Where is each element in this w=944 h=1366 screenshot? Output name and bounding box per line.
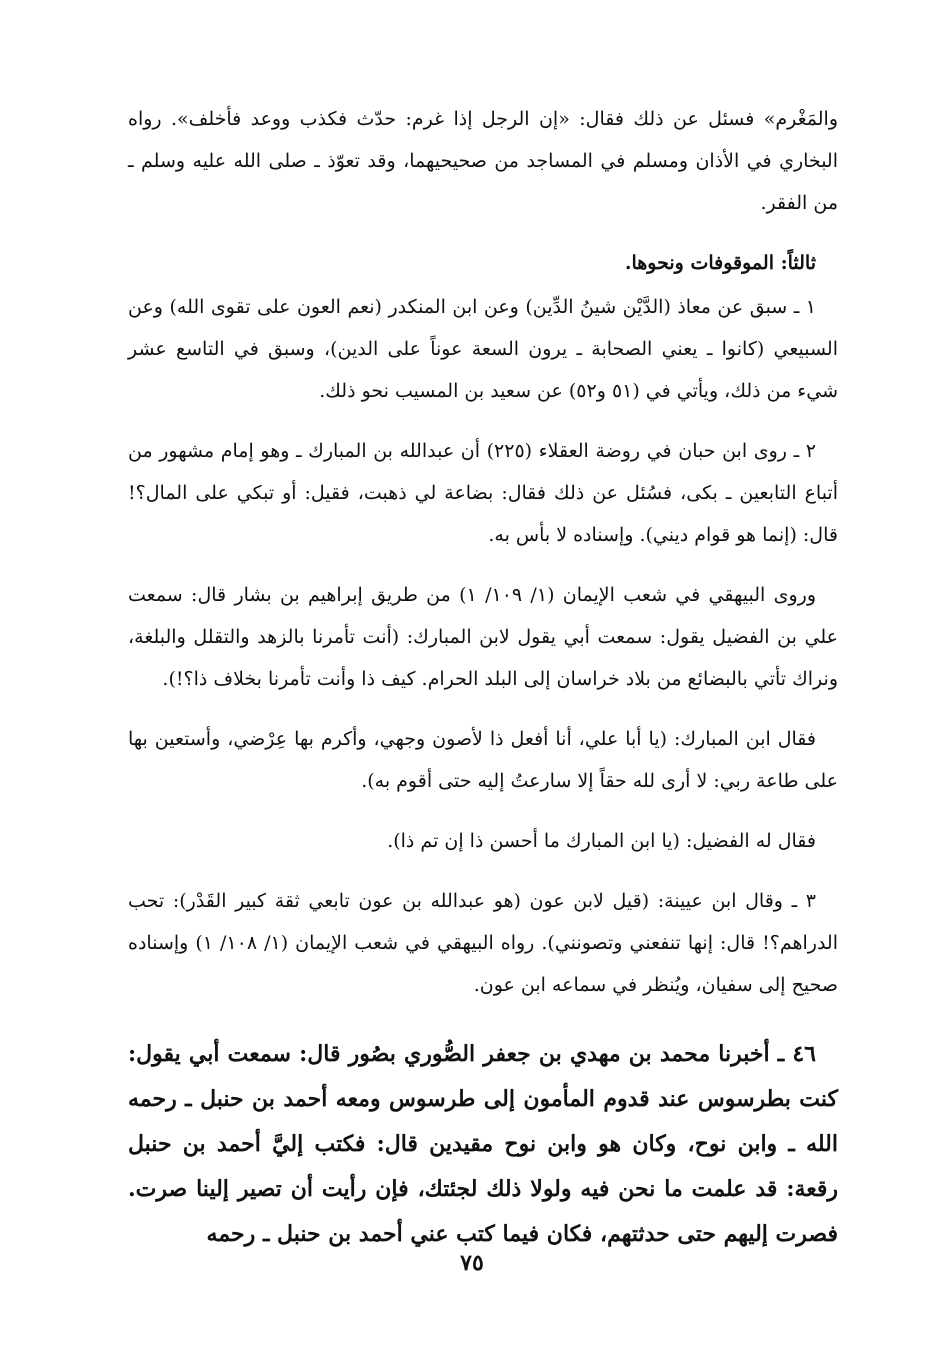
paragraph-continuation: والمَغْرم» فسئل عن ذلك فقال: «إن الرجل إذا غرم: حدّث فكذب ووعد فأخلف». رواه البخاري في الأذان ومسلم في المساجد من صحيحيهما، وقد تعوّذ ـ صلى الله عليه وسلم ـ من الفقر. (128, 108, 838, 214)
paragraph-item-1: ١ ـ سبق عن معاذ (الدَّيْن شينُ الدِّين) وعن ابن المنكدر (نعم العون على تقوى الله) وعن السبيعي (كانوا ـ يعني الصحابة ـ يرون السعة عوناً على الدين)، وسبق في التاسع عشر شيء من ذلك، ويأتي في (٥١ و٥٢) عن سعيد بن المسيب نحو ذلك. (128, 296, 838, 402)
paragraph-ibn-mubarak-reply: فقال ابن المبارك: (يا أبا علي، أنا أفعل ذا لأصون وجهي، وأكرم بها عِرْضي، وأستعين بها على طاعة ربي: لا أرى لله حقاً إلا سارعتُ إليه حتى أقوم به). (128, 728, 838, 792)
paragraph-fudayl-reply: فقال له الفضيل: (يا ابن المبارك ما أحسن ذا إن تم ذا). (387, 830, 816, 852)
paragraph-bayhaqi: وروى البيهقي في شعب الإيمان (١/ ١٠٩/ ١) من طريق إبراهيم بن بشار قال: سمعت علي بن الفضيل يقول: سمعت أبي يقول لابن المبارك: (أنت تأمرنا بالزهد والتقلل والبلغة، ونراك تأتي بالبضائع من بلاد خراسان إلى البلد الحرام. كيف ذا وأنت تأمرنا بخلاف ذا؟!). (128, 584, 838, 690)
paragraph-item-2: ٢ ـ روى ابن حبان في روضة العقلاء (٢٢٥) أن عبدالله بن المبارك ـ وهو إمام مشهور من أتباع التابعين ـ بكى، فسُئل عن ذلك فقال: بضاعة لي ذهبت، فقيل: أو تبكي على المال؟! قال: (إنما هو قوام ديني). وإسناده لا بأس به. (128, 440, 838, 546)
paragraph-item-3: ٣ ـ وقال ابن عيينة: (قيل لابن عون (هو عبدالله بن عون تابعي ثقة كبير القَدْر): تحب الدراهم؟! قال: إنها تنفعني وتصونني). رواه البيهقي في شعب الإيمان (١/ ١٠٨/ ١) وإسناده صحيح إلى سفيان، ويُنظر في سماعه ابن عون. (128, 890, 838, 996)
section-heading: ثالثاً: الموقوفات ونحوها. (624, 252, 816, 274)
page-number: ٧٥ (460, 1250, 484, 1276)
page-body (128, 98, 838, 1279)
hadith-text: ٤٦ ـ أخبرنا محمد بن مهدي بن جعفر الصُّوري بصُور قال: سمعت أبي يقول: كنت بطرسوس عند قدوم المأمون إلى طرسوس ومعه أحمد بن حنبل ـ رحمه الله ـ وابن نوح، وكان هو وابن نوح مقيدين قال: فكتب إليَّ أحمد بن حنبل رقعة: قد علمت ما نحن فيه ولولا ذلك لجئتك، فإن رأيت أن تصير إلينا صرت. فصرت إليهم حتى حدثتهم، فكان فيما كتب عني أحمد بن حنبل ـ رحمه (128, 1041, 838, 1247)
